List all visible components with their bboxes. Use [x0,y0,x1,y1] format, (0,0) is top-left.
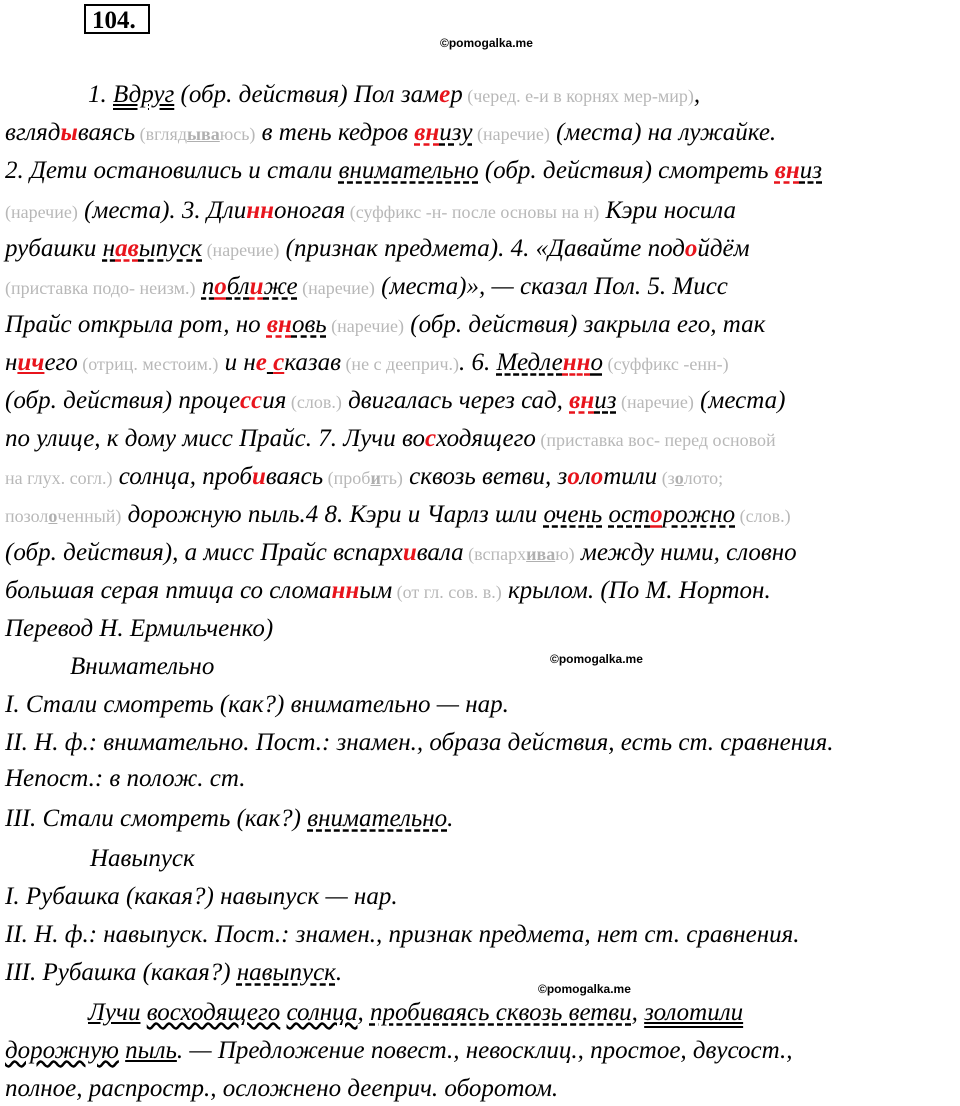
text: . [335,959,343,986]
note: ть) [380,468,403,488]
watermark: ©pomogalka.me [538,982,631,996]
text: (обр. действия) закрыла его, так [404,311,766,338]
text: III. Стали смотреть (как?) [5,805,308,832]
adverb: о [590,349,603,376]
text-line [5,234,750,265]
letter-mark: вн [266,311,292,338]
text: вала [416,539,464,566]
note: (з [657,468,675,488]
letter-mark: вн [774,157,800,184]
note: (суффикс -н- после основы на н) [345,202,600,222]
analysis-line: полное, распростр., осложнено дееприч. оборотом. [5,1075,559,1102]
note: (вспарх [463,544,527,564]
subject: Лучи [88,999,141,1026]
note: (приставка подо- неизм.) [5,278,196,298]
attribute: восходящего [146,999,281,1026]
predicate: золотили [644,999,744,1026]
note-mark: ыва [186,124,220,144]
letter-mark: о [684,235,698,262]
text: крылом. (По М. Нортон. [501,577,771,604]
text: (обр. действия), а мисс Прайс вспарх [5,539,403,566]
adverb: внимательно [338,157,479,184]
note: (наречие) [326,316,404,336]
text: н [5,349,18,376]
text: Кэри носила [599,197,736,224]
attribute: солнца [286,999,358,1026]
text: 2. Дети остановились и стали [5,157,339,184]
note: (наречие) [472,124,550,144]
text-line [5,576,771,607]
text: , [693,81,701,108]
text: л [579,463,591,490]
analysis-line [5,958,342,988]
text: р [450,81,463,108]
object: пыль [125,1037,177,1064]
text-line [5,424,776,455]
text: (места)», — сказал Пол. 5. Мисс [374,273,728,300]
text: солнца, проб [112,463,252,490]
text: дорожную пыль.4 8. Кэри и Чарлз шли [121,501,544,528]
adverb: из [799,157,823,184]
text: ваясь [265,463,324,490]
analysis-line: I. Стали смотреть (как?) внимательно — нар. [5,691,509,718]
text: и н [218,349,256,376]
adverb: Медле [496,349,563,376]
text-line [5,462,723,493]
note: (суффикс -енн-) [602,354,729,374]
analysis-line: Непост.: в полож. ст. [5,765,246,792]
adverb: бл [226,273,250,300]
watermark: ©pomogalka.me [550,652,643,666]
text: оногая [273,197,346,224]
text: (места) [693,387,786,414]
text-line [5,310,765,341]
note: (наречие) [616,392,694,412]
letter-mark: и [402,539,417,566]
exercise-number [84,4,150,34]
note: (наречие) [202,240,280,260]
text: йдём [697,235,750,262]
text: ваясь [77,119,136,146]
analysis-line: II. Н. ф.: внимательно. Пост.: знамен., образа действия, есть ст. сравнения. [5,729,834,756]
letter-mark: нн [562,349,591,376]
adverb: изу [439,119,473,146]
letter-mark: о [214,273,227,300]
letter-mark: е [255,349,267,376]
note: юсь) [219,124,256,144]
note: ю) [555,544,575,564]
letter-mark: ав [115,235,139,262]
heading-adverb-2: Навыпуск [90,845,195,872]
text: между ними, словно [574,539,797,566]
text-line [5,500,791,531]
text: (места). 3. Дли [77,197,247,224]
note: на глух. согл.) [5,468,113,488]
adverb: овь [291,311,327,338]
letter-mark: и [251,463,266,490]
participial-phrase: пробиваясь сквозь ветви [369,999,632,1026]
text-line [5,386,785,417]
letter-mark: ич [17,349,45,376]
text: . [447,805,454,832]
letter-mark: вн [569,387,595,414]
text-line [5,118,776,149]
note: (вгляд [135,124,187,144]
text: по улице, к дому мисс Прайс. 7. Лучи во [5,425,426,452]
letter-mark: вн [414,119,440,146]
letter-mark: ы [60,119,78,146]
analysis-line [88,998,743,1028]
note: (наречие) [5,202,78,222]
text: его [44,349,78,376]
adverb: из [594,387,617,414]
text: (обр. действия) Пол зам [174,81,440,108]
letter-mark: сс [240,387,263,414]
text: Прайс открыла рот, но [5,311,267,338]
adverb: внимательно [307,805,448,832]
note: (отриц. местоим.) [77,354,219,374]
adverb: Вдруг [113,81,175,108]
text: (обр. действия) проце [5,387,241,414]
heading-adverb-1: Внимательно [70,653,215,680]
text-line [5,196,736,227]
note-mark: ива [526,544,556,564]
note: ченный) [57,506,122,526]
text: ходящего [436,425,536,452]
text: , [631,999,645,1026]
text: вгляд [5,119,61,146]
exercise-number-dot: . [129,7,136,34]
text: тили [603,463,658,490]
letter-mark: нн [246,197,274,224]
text-line [5,272,728,303]
text: (обр. действия) смотреть [478,157,775,184]
text: большая серая птица со слома [5,577,332,604]
note: (не с дееприч.) [340,354,459,374]
note-mark: о [674,468,684,488]
text: рубашки [5,235,103,262]
text: . — Предложение повест., невосклиц., простое, двусост., [176,1037,793,1064]
adverb: же [263,273,298,300]
note: (проб [323,468,371,488]
text: . 6. [459,349,497,376]
note-mark: и [370,468,381,488]
adverb: очень [543,501,603,528]
text: (места) на лужайке. [549,119,777,146]
analysis-line [5,1036,792,1066]
text: двигалась через сад, [341,387,570,414]
text-line [5,614,273,644]
text: III. Рубашка (какая?) [5,959,237,986]
text: в тень кедров [255,119,415,146]
text: Перевод Н. Ермильченко) [5,615,274,642]
text: , [357,999,370,1026]
note: (слов.) [286,392,342,412]
text: ым [359,577,393,604]
note: позол [5,506,49,526]
letter-mark: нн [331,577,360,604]
text: сквозь ветви, з [402,463,568,490]
letter-mark: о [590,463,604,490]
note: лото; [683,468,724,488]
analysis-line: II. Н. ф.: навыпуск. Пост.: знамен., признак предмета, нет ст. сравнения. [5,921,800,948]
analysis-line [5,804,453,834]
note-mark: о [48,506,58,526]
note: (приставка вос- перед основой [535,430,776,450]
adverb: навыпуск [236,959,336,986]
exercise-number-text: 104 [92,7,130,34]
text: казав [284,349,341,376]
note: (слов.) [735,506,791,526]
letter-mark: с [273,349,285,376]
attribute: дорожную [5,1037,119,1064]
note: (от гл. сов. в.) [392,582,502,602]
text: 1. [88,81,113,108]
letter-mark: е [439,81,451,108]
analysis-line: I. Рубашка (какая?) навыпуск — нар. [5,883,398,910]
note: (черед. е-и в корнях мер-мир) [462,86,694,106]
adverb: п [201,273,215,300]
text: (признак предмета). 4. «Давайте под [279,235,685,262]
text-line [5,156,822,186]
watermark: ©pomogalka.me [440,36,533,50]
text-line [5,348,729,379]
letter-mark: с [425,425,437,452]
adverb: ыпуск [138,235,203,262]
adverb: рожно [662,501,736,528]
adverb: ост [608,501,651,528]
letter-mark: о [650,501,663,528]
text-line [5,538,797,569]
letter-mark: о [567,463,580,490]
text: ия [262,387,287,414]
text-line [88,80,700,111]
letter-mark: и [249,273,264,300]
adverb: н [102,235,116,262]
note: (наречие) [297,278,375,298]
